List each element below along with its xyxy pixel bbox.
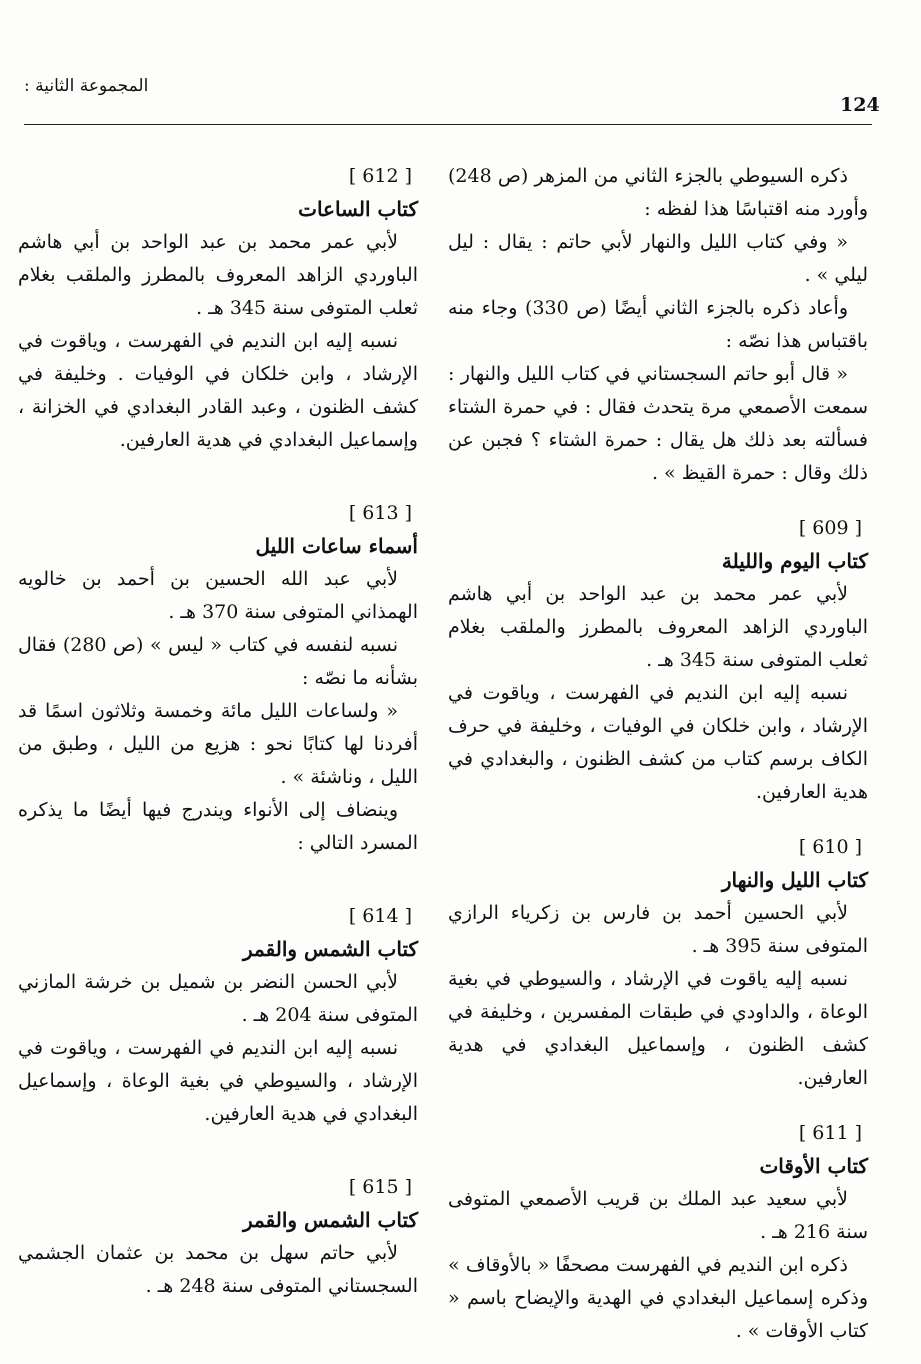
entry-title: أسماء ساعات الليل (255, 534, 418, 558)
quotation: « قال أبو حاتم السجستاني في كتاب الليل والنهار : سمعت الأصمعي مرة يتحدث فقال : في حمرة الشتاء فسألته بعد ذلك هل يقال : حمرة الشتاء ؟ فجبن عن ذلك وقال : حمرة القيظ » . (448, 363, 868, 484)
quotation: « ولساعات الليل مائة وخمسة وثلاثون اسمًا قد أفردنا لها كتابًا نحو : هزيع من الليل ، وطبق من الليل ، وناشئة » . (18, 700, 418, 788)
paragraph: لأبي عمر محمد بن عبد الواحد بن أبي هاشم الباوردي الزاهد المعروف بالمطرز والملقب بغلام ثعلب المتوفى سنة 345 هـ . (18, 231, 418, 319)
entry-number: [ 611 ] (798, 1122, 862, 1144)
entry-number: [ 614 ] (348, 905, 412, 927)
paragraph: لأبي عبد الله الحسين بن أحمد بن خالويه الهمذاني المتوفى سنة 370 هـ . (18, 568, 418, 623)
header-divider (24, 124, 872, 125)
entry-title: كتاب اليوم والليلة (721, 549, 868, 573)
entry-number: [ 612 ] (348, 165, 412, 187)
entry-number: [ 609 ] (798, 517, 862, 539)
running-title: المجموعة الثانية : (24, 76, 149, 96)
left-column (18, 160, 418, 1303)
page-number: 124 (840, 94, 880, 116)
entry-610 (448, 831, 868, 1095)
paragraph: لأبي الحسن النضر بن شميل بن خرشة المازني المتوفى سنة 204 هـ . (18, 971, 418, 1026)
paragraph: نسبه إليه ابن النديم في الفهرست ، وياقوت في الإرشاد ، وابن خلكان في الوفيات . وخليفة في كشف الظنون ، وعبد القادر البغدادي في الخزانة ، وإسماعيل البغدادي في هدية العارفين. (18, 330, 418, 451)
entry-title: كتاب الأوقات (759, 1154, 868, 1178)
paragraph: نسبه إليه ياقوت في الإرشاد ، والسيوطي في بغية الوعاة ، والداودي في طبقات المفسرين ، وخليفة في كشف الظنون ، وإسماعيل البغدادي في هدية العارفين. (448, 968, 868, 1089)
entry-number: [ 610 ] (798, 836, 862, 858)
entry-609 (448, 512, 868, 809)
entry-number: [ 613 ] (348, 502, 412, 524)
entry-611 (448, 1117, 868, 1348)
entry-612 (18, 160, 418, 457)
paragraph: لأبي عمر محمد بن عبد الواحد بن أبي هاشم الباوردي الزاهد المعروف بالمطرز والملقب بغلام ثعلب المتوفى سنة 345 هـ . (448, 583, 868, 671)
entry-title: كتاب الشمس والقمر (243, 1208, 418, 1232)
entry-613 (18, 497, 418, 860)
paragraph: لأبي سعيد عبد الملك بن قريب الأصمعي المتوفى سنة 216 هـ . (448, 1188, 868, 1243)
paragraph: لأبي حاتم سهل بن محمد بن عثمان الجشمي السجستاني المتوفى سنة 248 هـ . (18, 1242, 418, 1297)
right-column (448, 160, 868, 1348)
paragraph: نسبه إليه ابن النديم في الفهرست ، وياقوت في الإرشاد ، وابن خلكان في الوفيات ، وخليفة في حرف الكاف برسم كتاب من كشف الظنون ، والبغدادي في هدية العارفين. (448, 682, 868, 803)
entry-615 (18, 1171, 418, 1303)
paragraph: نسبه إليه ابن النديم في الفهرست ، وياقوت في الإرشاد ، والسيوطي في بغية الوعاة ، وإسماعيل البغدادي في هدية العارفين. (18, 1037, 418, 1125)
entry-title: كتاب الساعات (298, 197, 418, 221)
paragraph: وأعاد ذكره بالجزء الثاني أيضًا (ص 330) وجاء منه باقتباس هذا نصّه : (448, 297, 868, 352)
paragraph: ذكره ابن النديم في الفهرست مصحفًا « بالأوقاف » وذكره إسماعيل البغدادي في الهدية والإيضاح باسم « كتاب الأوقات » . (448, 1254, 868, 1342)
paragraph: ذكره السيوطي بالجزء الثاني من المزهر (ص 248) وأورد منه اقتباسًا هذا لفظه : (448, 165, 868, 220)
paragraph: نسبه لنفسه في كتاب « ليس » (ص 280) فقال بشأنه ما نصّه : (18, 634, 418, 689)
quotation: « وفي كتاب الليل والنهار لأبي حاتم : يقال : ليل ليلي » . (448, 231, 868, 286)
paragraph: وينضاف إلى الأنواء ويندرج فيها أيضًا ما يذكره المسرد التالي : (18, 799, 418, 854)
entry-title: كتاب الشمس والقمر (243, 937, 418, 961)
entry-title: كتاب الليل والنهار (721, 868, 868, 892)
entry-614 (18, 900, 418, 1131)
paragraph: لأبي الحسين أحمد بن فارس بن زكرياء الرازي المتوفى سنة 395 هـ . (448, 902, 868, 957)
continuation-text (448, 160, 868, 490)
page-header (0, 0, 921, 130)
entry-number: [ 615 ] (348, 1176, 412, 1198)
